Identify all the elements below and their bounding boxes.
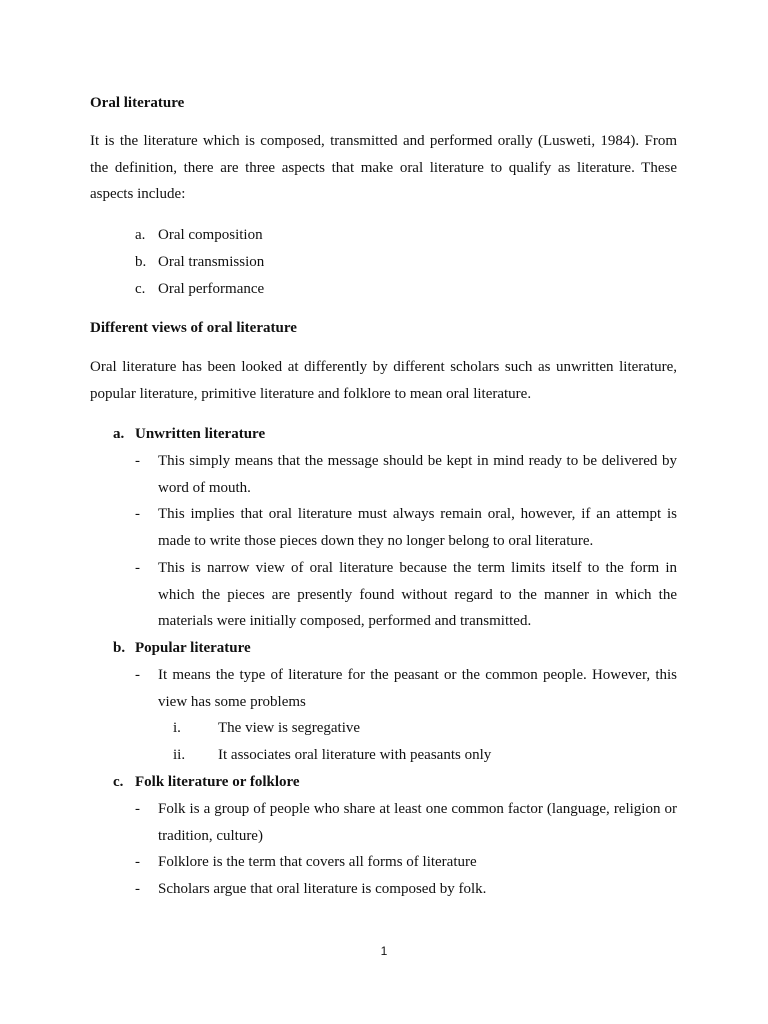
list-item xyxy=(0,280,768,307)
section-marker: b. xyxy=(113,640,126,656)
intro-paragraph: It is the literature which is composed, transmitted and performed orally (Lusweti, 1984). From the definition, there are three aspects that make oral literature to qualify as literature. These aspects include: xyxy=(90,133,677,203)
bullet-dash: - xyxy=(135,854,140,870)
list-marker: c. xyxy=(135,281,146,297)
page-number: 1 xyxy=(380,944,388,958)
subitem-text: It associates oral literature with peasants only xyxy=(218,747,492,763)
bullet-dash: - xyxy=(135,667,140,683)
section-title: Folk literature or folklore xyxy=(135,774,300,790)
subitem-marker: i. xyxy=(173,720,181,736)
list-item-text: Oral performance xyxy=(158,281,265,297)
views-paragraph: Oral literature has been looked at differently by different scholars such as unwritten literature, popular literature, primitive literature and folklore to mean oral literature. xyxy=(90,359,677,402)
section-title: Unwritten literature xyxy=(135,426,266,442)
list-item xyxy=(0,226,768,253)
bullet-dash: - xyxy=(135,560,140,576)
bullet-text: Folk is a group of people who share at least one common factor (language, religion or tradition, culture) xyxy=(158,801,677,844)
section-heading: Different views of oral literature xyxy=(90,320,297,336)
subitem-text: The view is segregative xyxy=(218,720,361,736)
aspects-list xyxy=(0,226,768,307)
bullet-dash: - xyxy=(135,453,140,469)
bullet-dash: - xyxy=(135,506,140,522)
list-item xyxy=(0,253,768,280)
bullet-text: This is narrow view of oral literature because the term limits itself to the form in which the pieces are presently found without regard to the manner in which the materials were initially composed, performed and transmitted. xyxy=(158,560,677,630)
bullet-dash: - xyxy=(135,881,140,897)
section-title: Popular literature xyxy=(135,640,251,656)
list-item-text: Oral composition xyxy=(158,227,263,243)
list-item-text: Oral transmission xyxy=(158,254,265,270)
section-marker: a. xyxy=(113,426,125,442)
bullet-text: Folklore is the term that covers all forms of literature xyxy=(158,854,477,870)
bullet-text: This simply means that the message should be kept in mind ready to be delivered by word of mouth. xyxy=(158,453,677,496)
bullet-text: This implies that oral literature must always remain oral, however, if an attempt is made to write those pieces down they no longer belong to oral literature. xyxy=(158,506,677,549)
subitem-marker: ii. xyxy=(173,747,186,763)
bullet-text: Scholars argue that oral literature is composed by folk. xyxy=(158,881,487,897)
page-title: Oral literature xyxy=(90,95,185,111)
list-marker: b. xyxy=(135,254,147,270)
bullet-text: It means the type of literature for the peasant or the common people. However, this view has some problems xyxy=(158,667,677,710)
list-marker: a. xyxy=(135,227,146,243)
bullet-dash: - xyxy=(135,801,140,817)
section-marker: c. xyxy=(113,774,124,790)
